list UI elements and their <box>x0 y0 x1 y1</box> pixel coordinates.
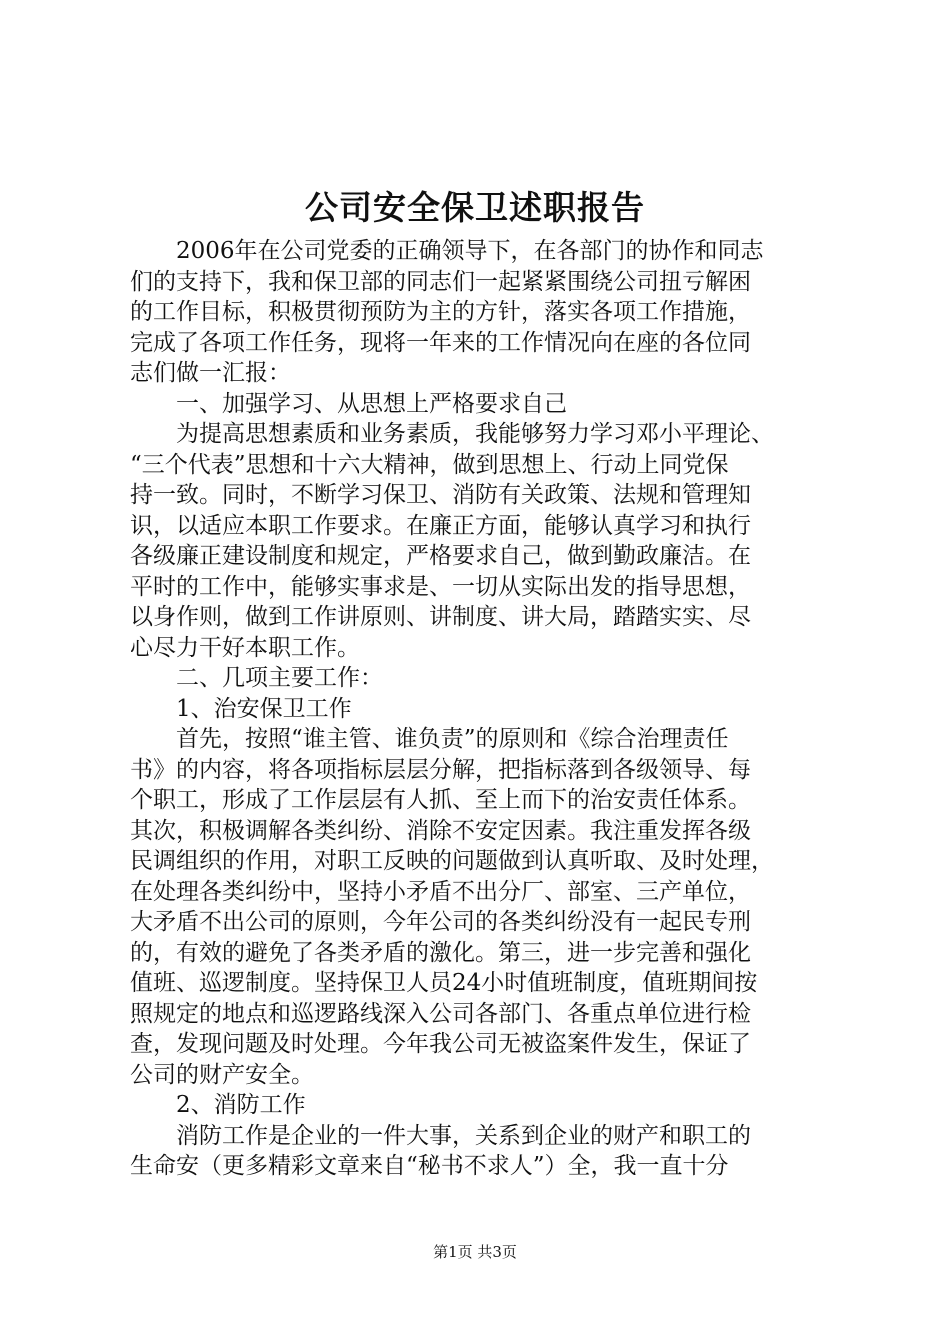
body-line: 2006年在公司党委的正确领导下，在各部门的协作和同志 <box>176 238 764 264</box>
body-line: 二、几项主要工作： <box>176 665 383 691</box>
body-line: 1、治安保卫工作 <box>176 695 352 722</box>
body-line: 书》的内容，将各项指标层层分解，把指标落到各级领导、每 <box>130 756 751 783</box>
body-line: 平时的工作中，能够实事求是、一切从实际出发的指导思想， <box>130 573 751 600</box>
body-line: 持一致。同时，不断学习保卫、消防有关政策、法规和管理知 <box>130 482 751 508</box>
body-line: 其次，积极调解各类纠纷、消除不安定因素。我注重发挥各级 <box>130 817 751 844</box>
body-line: 心尽力干好本职工作。 <box>130 634 360 661</box>
body-line: 为提高思想素质和业务素质，我能够努力学习邓小平理论、 <box>176 421 774 447</box>
body-line: 生命安（更多精彩文章来自“秘书不求人”）全，我一直十分 <box>130 1153 729 1179</box>
body-line: 查，发现问题及时处理。今年我公司无被盗案件发生，保证了 <box>130 1031 751 1057</box>
body-line: “三个代表”思想和十六大精神，做到思想上、行动上同党保 <box>130 451 729 478</box>
body-line: 民调组织的作用，对职工反映的问题做到认真听取、及时处理， <box>130 848 774 874</box>
body-line: 公司的财产安全。 <box>130 1061 314 1088</box>
body-line: 一、加强学习、从思想上严格要求自己 <box>176 390 567 417</box>
body-line: 的，有效的避免了各类矛盾的激化。第三，进一步完善和强化 <box>130 939 751 966</box>
body-line: 的工作目标，积极贯彻预防为主的方针，落实各项工作措施， <box>130 299 751 325</box>
body-line: 志们做一汇报： <box>130 360 291 386</box>
body-line: 各级廉正建设制度和规定，严格要求自己，做到勤政廉洁。在 <box>130 543 751 569</box>
body-line: 以身作则，做到工作讲原则、讲制度、讲大局，踏踏实实、尽 <box>130 604 751 630</box>
body-line: 照规定的地点和巡逻路线深入公司各部门、各重点单位进行检 <box>130 1000 751 1027</box>
body-line: 个职工，形成了工作层层有人抓、至上而下的治安责任体系。 <box>130 787 751 813</box>
document-title: 公司安全保卫述职报告 <box>305 188 645 227</box>
body-line: 识，以适应本职工作要求。在廉正方面，能够认真学习和执行 <box>130 512 751 539</box>
body-line: 2、消防工作 <box>176 1092 306 1118</box>
body-line: 完成了各项工作任务，现将一年来的工作情况向在座的各位同 <box>130 329 751 356</box>
body-line: 们的支持下，我和保卫部的同志们一起紧紧围绕公司扭亏解困 <box>130 268 751 295</box>
page-footer: 第1页 共3页 <box>433 1243 517 1261</box>
body-line: 大矛盾不出公司的原则，今年公司的各类纠纷没有一起民专刑 <box>130 909 751 935</box>
body-line: 在处理各类纠纷中，坚持小矛盾不出分厂、部室、三产单位， <box>130 878 751 905</box>
document-body <box>130 236 830 1182</box>
body-line: 值班、巡逻制度。坚持保卫人员24小时值班制度，值班期间按 <box>130 970 758 996</box>
body-line: 消防工作是企业的一件大事，关系到企业的财产和职工的 <box>176 1122 751 1149</box>
body-line: 首先，按照“谁主管、谁负责”的原则和《综合治理责任 <box>176 726 729 752</box>
